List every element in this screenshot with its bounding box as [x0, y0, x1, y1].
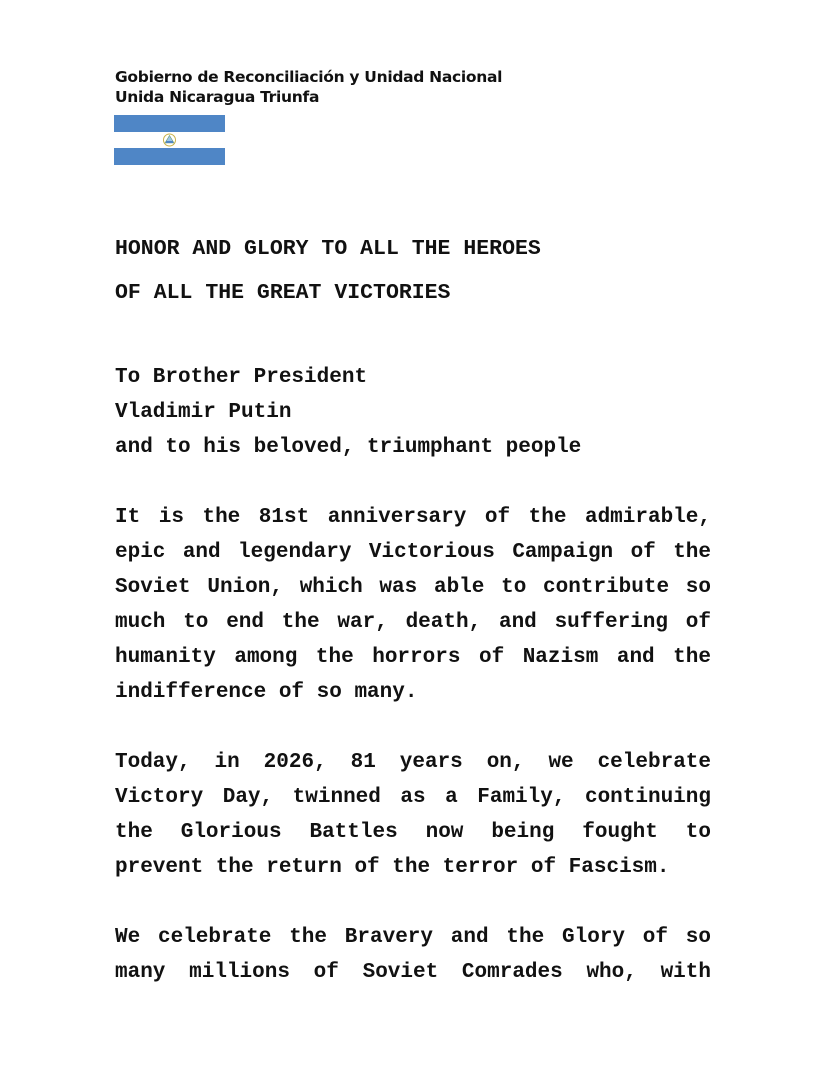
paragraph-line: much to end the war, death, and suffering of — [115, 611, 711, 634]
letterhead-government-name: Gobierno de Reconciliación y Unidad Nacional — [115, 68, 503, 86]
paragraph-victory-day — [115, 745, 711, 885]
paragraph-bravery — [115, 920, 711, 990]
paragraph-line: Victory Day, twinned as a Family, continuing — [115, 786, 711, 809]
paragraph-line: indifference of so many. — [115, 681, 418, 704]
title-line-2: OF ALL THE GREAT VICTORIES — [115, 281, 451, 305]
paragraph-line: Soviet Union, which was able to contribute so — [115, 576, 711, 599]
salutation-line-3: and to his beloved, triumphant people — [115, 436, 582, 459]
paragraph-anniversary — [115, 500, 711, 710]
paragraph-line: prevent the return of the terror of Fascism. — [115, 856, 670, 879]
paragraph-line: the Glorious Battles now being fought to — [115, 821, 711, 844]
paragraph-line: We celebrate the Bravery and the Glory of so — [115, 926, 711, 949]
letterhead — [115, 67, 502, 107]
paragraph-line: many millions of Soviet Comrades who, with — [115, 961, 711, 984]
nicaragua-flag-icon — [114, 115, 225, 165]
salutation-line-2: Vladimir Putin — [115, 401, 292, 424]
salutation-line-1: To Brother President — [115, 366, 368, 389]
title-line-1: HONOR AND GLORY TO ALL THE HEROES — [115, 237, 541, 261]
letter-title — [115, 227, 541, 315]
paragraph-line: epic and legendary Victorious Campaign of the — [115, 541, 711, 564]
letterhead-slogan: Unida Nicaragua Triunfa — [115, 88, 320, 106]
paragraph-line: humanity among the horrors of Nazism and the — [115, 646, 711, 669]
paragraph-line: It is the 81st anniversary of the admirable, — [115, 506, 711, 529]
salutation — [115, 360, 581, 465]
paragraph-line: Today, in 2026, 81 years on, we celebrate — [115, 751, 711, 774]
